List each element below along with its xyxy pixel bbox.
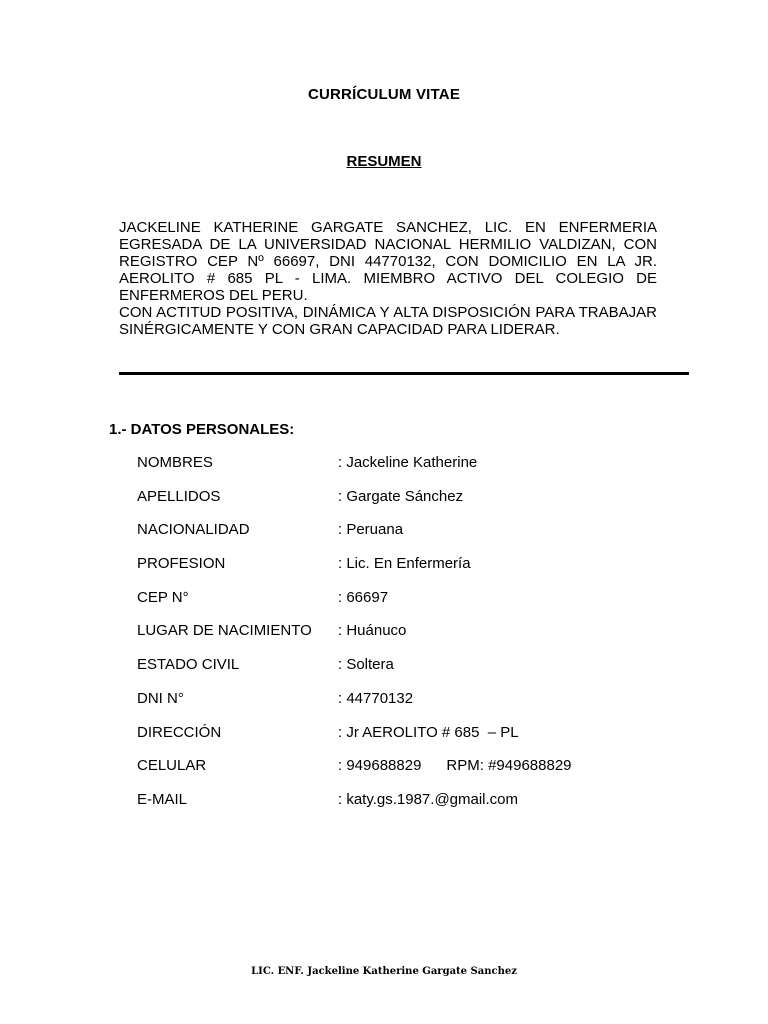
data-label: NACIONALIDAD [137, 521, 250, 539]
data-label: DNI N° [137, 689, 184, 707]
data-row-nombres [137, 454, 657, 488]
personal-data-heading: 1.- DATOS PERSONALES: [109, 421, 295, 438]
data-value: : 949688829 RPM: #949688829 [338, 757, 572, 775]
data-value: : Soltera [338, 656, 394, 674]
data-row-direccion [137, 724, 657, 758]
data-row-profesion [137, 555, 657, 589]
page-footer: LIC. ENF. Jackeline Katherine Gargate Sanchez [251, 966, 517, 977]
summary-section [119, 219, 657, 338]
data-value: : Huánuco [338, 622, 407, 640]
data-value: : Gargate Sánchez [338, 487, 464, 505]
data-label: APELLIDOS [137, 487, 221, 505]
data-value: : 44770132 [338, 689, 414, 707]
summary-heading: RESUMEN [346, 153, 422, 170]
data-row-estado-civil [137, 656, 657, 690]
data-value: : katy.gs.1987.@gmail.com [338, 790, 519, 808]
data-label: ESTADO CIVIL [137, 656, 240, 674]
data-label: DIRECCIÓN [137, 723, 222, 741]
data-label: PROFESION [137, 555, 226, 573]
data-value: : Jr AEROLITO # 685 – PL [338, 723, 519, 741]
data-row-celular [137, 757, 657, 791]
data-row-apellidos [137, 488, 657, 522]
data-value: : Peruana [338, 521, 404, 539]
data-value: : Lic. En Enfermería [338, 555, 471, 573]
data-label: CELULAR [137, 757, 207, 775]
data-row-nacionalidad [137, 521, 657, 555]
data-label: LUGAR DE NACIMIENTO [137, 622, 312, 640]
document-title: CURRÍCULUM VITAE [307, 86, 461, 103]
summary-paragraph-1: JACKELINE KATHERINE GARGATE SANCHEZ, LIC. EN ENFERMERIA EGRESADA DE LA UNIVERSIDAD NACIONAL HERMILIO VALDIZAN, CON REGISTRO CEP Nº 66697, DNI 44770132, CON DOMICILIO EN LA JR. AEROLITO # 685 PL - LIMA. MIEMBRO ACTIVO DEL COLEGIO DE ENFERMEROS DEL PERU. [119, 219, 657, 304]
data-row-cep [137, 589, 657, 623]
section-divider [119, 372, 689, 375]
data-label: NOMBRES [137, 454, 213, 471]
data-label: CEP N° [137, 588, 189, 606]
data-value: : 66697 [338, 588, 389, 606]
data-row-lugar-nacimiento [137, 622, 657, 656]
personal-data-table [137, 454, 657, 825]
summary-paragraph-2: CON ACTITUD POSITIVA, DINÁMICA Y ALTA DISPOSICIÓN PARA TRABAJAR SINÉRGICAMENTE Y CON GRAN CAPACIDAD PARA LIDERAR. [119, 304, 657, 338]
data-row-dni [137, 690, 657, 724]
data-row-email [137, 791, 657, 825]
data-label: E-MAIL [137, 790, 188, 808]
data-value: : Jackeline Katherine [338, 454, 478, 471]
